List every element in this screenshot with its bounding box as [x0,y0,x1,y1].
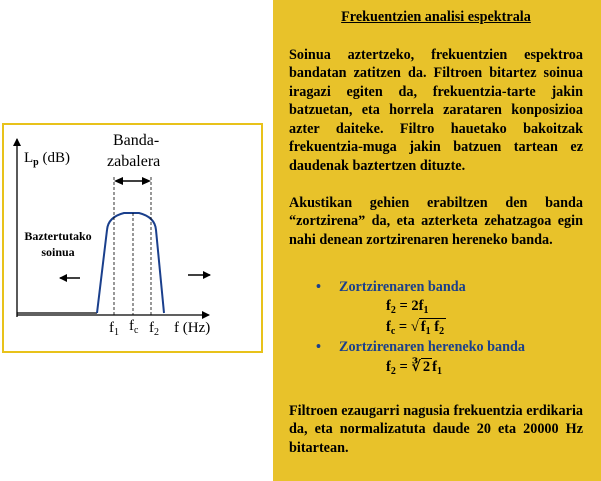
f2-label: $f_2$ [149,320,159,338]
y-axis-label: $L_p$ (dB) [24,150,70,168]
fc-label: $f_c$ [129,318,139,336]
formula-center-frequency: $f_c$ = √ $f_1$ $f_2$ [386,319,445,337]
rejected-sound-label: Baztertutako soinua [24,229,92,259]
x-axis-label: f (Hz) [174,320,211,336]
bandwidth-label: Banda- zabalera [107,132,161,170]
formula-third-octave: $f_2$ = ∛ 2 $f_1$ [386,358,442,377]
paragraph-center-frequency: Filtroen ezaugarri nagusia frekuentzia erdikaria da, eta normalizatuta daude 20 eta 20000 Hz bitartean. [289,402,583,456]
info-panel [273,0,601,481]
f1-label: $f_1$ [109,320,119,338]
bullet-octave-band: • Zortzirenaren banda [316,278,466,295]
filter-response-curve [97,213,164,313]
paragraph-octave: Akustikan gehien erabiltzen den banda “zortzirena” da, eta azterketa zehatzagoa egin nahi denean zortzirenaren hereneko banda. [289,194,583,248]
bullet-third-octave-band: • Zortzirenaren hereneko banda [316,339,526,355]
panel-title: Frekuentzien analisi espektrala [341,9,531,25]
filter-diagram [2,123,263,353]
bullet-dot: • [316,339,321,355]
bullet-dot: • [316,278,321,295]
formula-octave: $f_2 = 2f_1$ [386,298,429,316]
paragraph-intro: Soinua aztertzeko, frekuentzien espektroa bandatan zatitzen da. Filtroen bitartez soinua iragazi egiten da, frekuentzia-tarte jakin batzuetan, eta horrela zarataren konposizioa azter daiteke. Filtro hauetako bakoitzak frekuentzia-muga jakin batzuen tartean ez daudenak baztertzen dituzte. [289,46,583,174]
